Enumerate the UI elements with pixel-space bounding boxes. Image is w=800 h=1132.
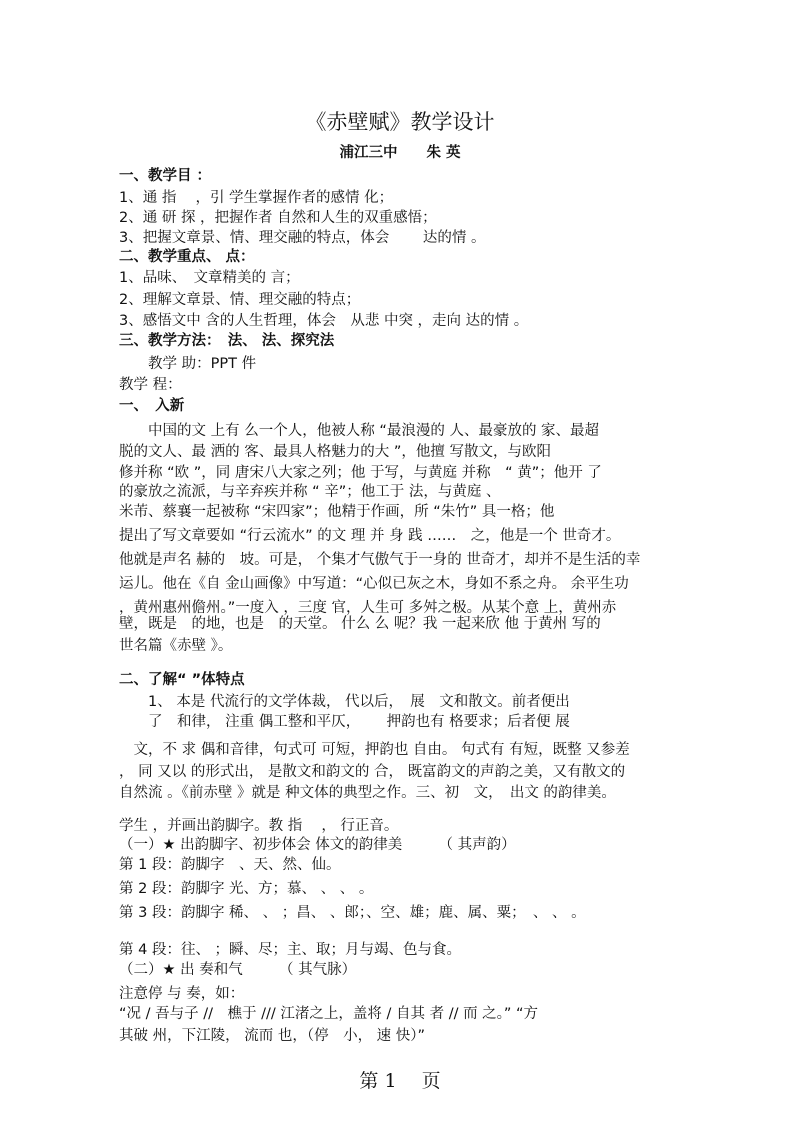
text-line: 教学 助：PPT 件 xyxy=(119,356,257,372)
text-line: 了 和律， 注重 偶工整和平仄， 押韵也有 格要求；后者便 展 xyxy=(119,714,570,730)
text-line: 1、品味、 文章精美的 言； xyxy=(119,270,300,286)
section-heading-genre: 二、了解“ ”体特点 xyxy=(119,672,245,688)
text-line: 的豪放之流派，与辛弃疾并称 “ 辛”；他工于 法，与黄庭 、 xyxy=(119,484,501,500)
text-line: 提出了写文章要如 “行云流水” 的文 理 并 身 践 …… 之，他是一个 世奇才。 xyxy=(119,528,621,544)
text-line: 文，不 求 偶和音律，句式可 可短，押韵也 自由。 句式有 有短，既整 又参差 xyxy=(119,742,630,758)
page-number: 第 1 页 xyxy=(359,1070,441,1092)
text-line: 3、把握文章景、情、理交融的特点，体会 达的情 。 xyxy=(119,230,486,246)
text-line: 自然流 。《前赤壁 》就是 种文体的典型之作。三、初 文， 出文 的韵律美。 xyxy=(119,785,616,801)
text-line: 学生 ，并画出韵脚字。教 指 ， 行正音。 xyxy=(119,818,399,834)
text-line: 壁，既是 的地，也是 的天堂。 什么 么 呢？我 一起来欣 他 于黄州 写的 xyxy=(119,616,601,632)
section-heading-intro: 一、 入新 xyxy=(119,398,185,414)
text-line: 教学 程： xyxy=(119,377,182,393)
text-line: 1、 本是 代流行的文学体裁， 代以后， 展 文和散文。前者便出 xyxy=(119,694,570,710)
text-line: 第 4 段：往、 ；瞬、尽；主、取；月与竭、色与食。 xyxy=(119,942,462,958)
text-line: 米芾、蔡襄一起被称 “宋四家”；他精于作画，所 “朱竹” 具一格；他 xyxy=(119,504,555,520)
text-line: 脱的文人、最 洒的 客、最具人格魅力的大 ”，他擅 写散文，与欧阳 xyxy=(119,444,551,460)
text-line: 世名篇《赤壁 》。 xyxy=(119,638,233,654)
section-heading-methods: 三、教学方法： 法、 法、探究法 xyxy=(119,333,335,349)
text-line: 运儿。他在《自 金山画像》中写道：“心似已灰之木，身如不系之舟。 余平生功 xyxy=(119,576,629,592)
text-line: 第 2 段：韵脚字 光、方；慕、 、 、 。 xyxy=(119,881,374,897)
text-line: “况 / 吾与子 // 樵于 /// 江渚之上，盖将 / 自其 者 // 而 之。” “方 xyxy=(119,1006,539,1022)
text-line: 2、通 研 探 ，把握作者 自然和人生的双重感悟； xyxy=(119,210,437,226)
section-heading-goals: 一、教学目 ： xyxy=(119,168,212,184)
text-line: （一）★ 出韵脚字、初步体会 体文的韵律美 （ 其声韵） xyxy=(119,837,516,853)
text-line: 注意停 与 奏，如： xyxy=(119,986,245,1002)
author-line: 浦江三中 朱 英 xyxy=(339,145,461,161)
text-line: 中国的文 上有 么一个人，他被人称 “最浪漫的 人、最豪放的 家、最超 xyxy=(119,423,600,439)
text-line: 1、通 指 ，引 学生掌握作者的感情 化； xyxy=(119,190,394,206)
text-line: ，黄州惠州儋州。”一度入 ，三度 官，人生可 多舛之极。从某个意 上，黄州赤 xyxy=(119,600,617,616)
text-line: 其破 州，下江陵， 流而 也，（停 小， 速 快）” xyxy=(119,1028,426,1044)
section-heading-keypoints: 二、教学重点、 点： xyxy=(119,249,255,265)
text-line: 第 3 段：韵脚字 稀、 、 ；昌、 、郎；、空、雄；鹿、属、粟； 、 、 。 xyxy=(119,905,586,921)
text-line: 3、感悟文中 含的人生哲理，体会 从悲 中突 ，走向 达的情 。 xyxy=(119,313,529,329)
document-title: 《赤壁赋》教学设计 xyxy=(305,110,495,134)
text-line: 修并称 “欧 ”，同 唐宋八大家之列；他 于写，与黄庭 并称 “ 黄”；他开 了 xyxy=(119,465,602,481)
text-line: 2、理解文章景、情、理交融的特点； xyxy=(119,292,361,308)
text-line: （二）★ 出 奏和气 （ 其气脉） xyxy=(119,962,357,978)
text-line: 他就是声名 赫的 坡。可是， 个集才气傲气于一身的 世奇才，却并不是生活的幸 xyxy=(119,552,641,568)
text-line: 第 1 段：韵脚字 、天、然、仙。 xyxy=(119,857,341,873)
text-line: ， 同 又以 的形式出， 是散文和韵文的 合， 既富韵文的声韵之美，又有散文的 xyxy=(119,764,626,780)
